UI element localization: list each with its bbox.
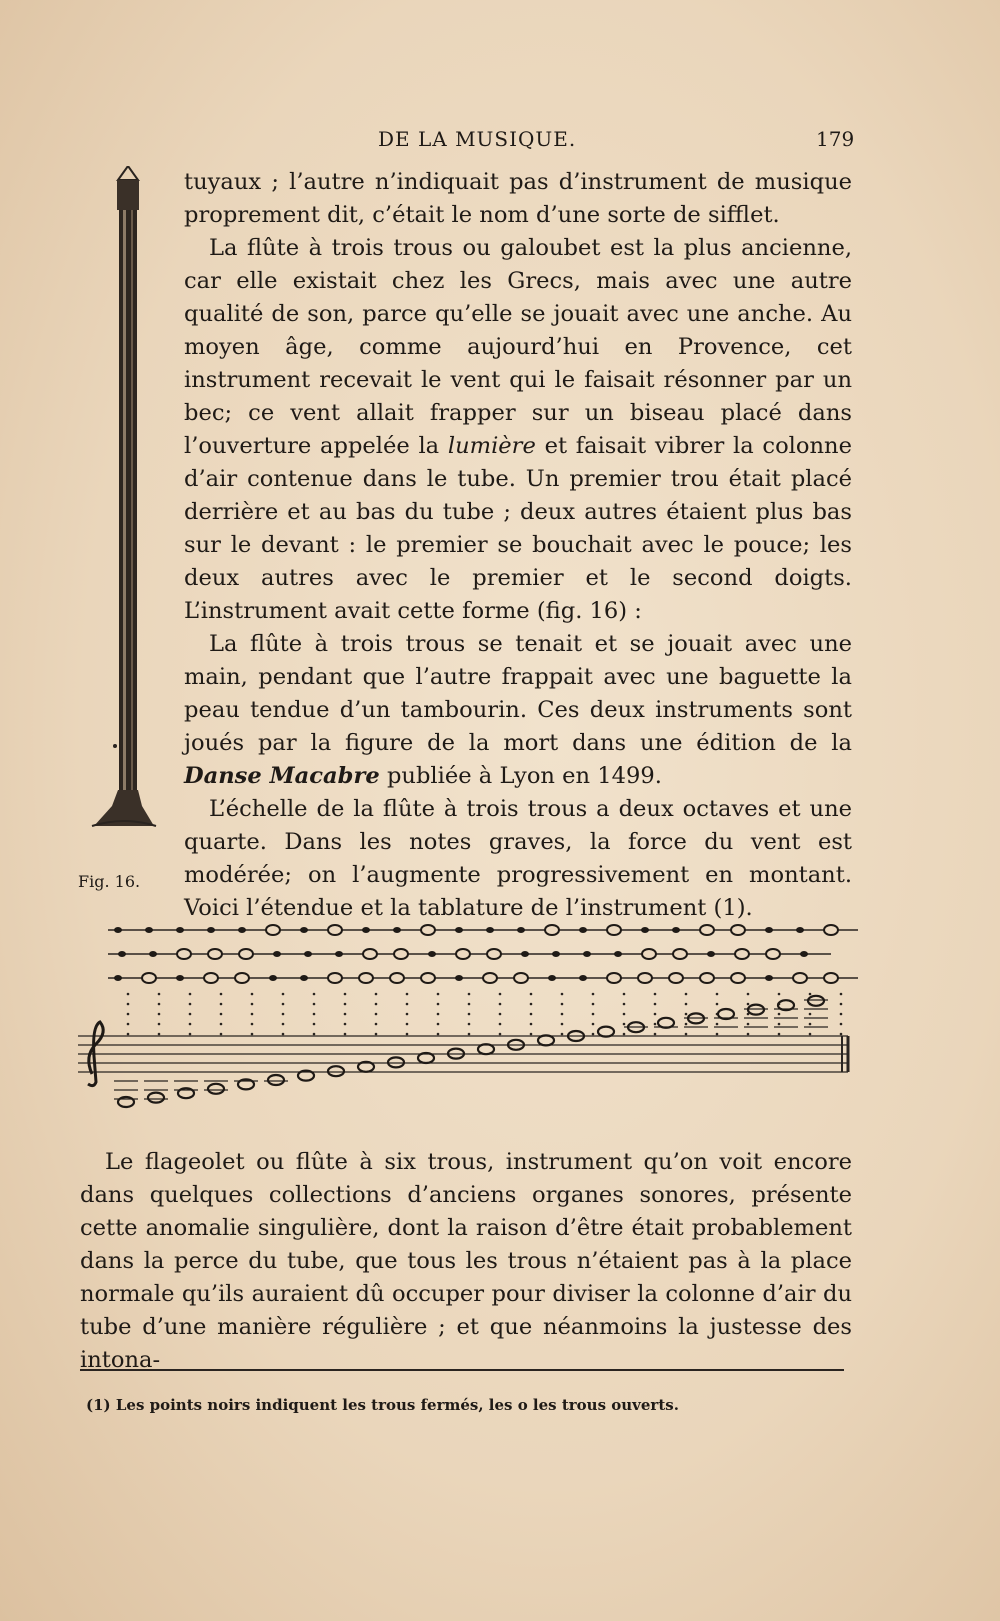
hole-open [514, 973, 528, 983]
page-number: 179 [816, 127, 855, 151]
hole-open [142, 973, 156, 983]
hole-open [700, 973, 714, 983]
hole-open [545, 925, 559, 935]
running-title: DE LA MUSIQUE. [378, 127, 577, 151]
hole-open [642, 949, 656, 959]
hole-closed [486, 927, 494, 933]
hole-open [266, 925, 280, 935]
hole-open [735, 949, 749, 959]
hole-open [363, 949, 377, 959]
hole-open [766, 949, 780, 959]
hole-open [456, 949, 470, 959]
whole-note [268, 1075, 284, 1085]
hole-closed [335, 951, 343, 957]
hole-open [394, 949, 408, 959]
text-column [184, 166, 852, 925]
whole-note [328, 1066, 344, 1076]
hole-open [204, 973, 218, 983]
hole-open [824, 925, 838, 935]
hole-open [421, 973, 435, 983]
italic-lumiere: lumière [447, 433, 536, 459]
hole-open [673, 949, 687, 959]
hole-closed [641, 927, 649, 933]
hole-closed [765, 975, 773, 981]
hole-closed [207, 927, 215, 933]
hole-closed [362, 927, 370, 933]
hole-closed [269, 975, 277, 981]
hole-closed [521, 951, 529, 957]
hole-open [487, 949, 501, 959]
paragraph-5: Le flageolet ou flûte à six trous, instrument qu’on voit encore dans quelques collections d’anciens organes sonores, présente cette anomalie singulière, dont la raison d’être était probablement dans la perce du tube, que tous les trous n’étaient pas à la place normale qu’ils auraient dû occuper pour diviser la colonne d’air du tube d’une manière régulière ; et que néanmoins la justesse des intona- [80, 1149, 852, 1373]
hole-closed [114, 975, 122, 981]
hole-open [607, 973, 621, 983]
hole-open [328, 973, 342, 983]
hole-open [359, 973, 373, 983]
hole-closed [455, 927, 463, 933]
whole-note [148, 1093, 164, 1103]
hole-closed [614, 951, 622, 957]
paragraph-2: La flûte à trois trous ou galoubet est la plus ancienne, car elle existait chez les Grecs, mais avec une autre qualité de son, parce qu’elle se jouait avec une anche. Au moyen âge, comme aujourd’hui en Provence, cet instrument recevait le vent qui le faisait résonner par un bec; ce vent allait frapper sur un biseau placé dans l’ouverture appelée la lumière et faisait vibrer la colonne d’air contenue dans le tube. Un premier trou était placé derrière et au bas du tube ; deux autres étaient plus bas sur le devant : le premier se bouchait avec le pouce; les deux autres avec le premier et le second doigts. L’instrument avait cette forme (fig. 16) : [184, 235, 852, 624]
hole-closed [517, 927, 525, 933]
hole-open [390, 973, 404, 983]
hole-open [638, 973, 652, 983]
text-full-width [80, 1146, 852, 1377]
hole-open [483, 973, 497, 983]
hole-open [793, 973, 807, 983]
hole-closed [579, 927, 587, 933]
hole-closed [765, 927, 773, 933]
hole-open [208, 949, 222, 959]
hole-closed [300, 927, 308, 933]
hole-closed [800, 951, 808, 957]
whole-note [208, 1084, 224, 1094]
hole-closed [114, 927, 122, 933]
hole-closed [176, 927, 184, 933]
hole-open [700, 925, 714, 935]
hole-open [328, 925, 342, 935]
figure-label: Fig. 16. [78, 872, 141, 891]
hole-closed [579, 975, 587, 981]
flute-illustration [84, 166, 164, 866]
flute-tablature [78, 906, 858, 1126]
hole-closed [548, 975, 556, 981]
whole-note [808, 996, 824, 1006]
hole-closed [149, 951, 157, 957]
footnote: (1) Les points noirs indiquent les trous fermés, les o les trous ouverts. [86, 1396, 679, 1414]
hole-closed [707, 951, 715, 957]
hole-open [731, 925, 745, 935]
hole-open [824, 973, 838, 983]
hole-closed [145, 927, 153, 933]
hole-open [177, 949, 191, 959]
hole-closed [552, 951, 560, 957]
hole-closed [273, 951, 281, 957]
running-header [0, 127, 1000, 157]
hole-closed [583, 951, 591, 957]
paragraph-1: tuyaux ; l’autre n’indiquait pas d’instrument de musique proprement dit, c’était le nom d’une sorte de sifflet. [184, 169, 852, 228]
hole-closed [176, 975, 184, 981]
hole-open [421, 925, 435, 935]
whole-note [478, 1044, 494, 1054]
whole-note [598, 1027, 614, 1037]
hole-open [669, 973, 683, 983]
footnote-rule [80, 1369, 844, 1371]
whole-note [538, 1035, 554, 1045]
hole-open [239, 949, 253, 959]
hole-closed [455, 975, 463, 981]
hole-closed [304, 951, 312, 957]
hole-closed [238, 927, 246, 933]
hole-open [235, 973, 249, 983]
hole-open [731, 973, 745, 983]
hole-closed [118, 951, 126, 957]
paragraph-4: L’échelle de la flûte à trois trous a deux octaves et une quarte. Dans les notes graves, la force du vent est modérée; on l’augmente progressivement en montant. Voici l’étendue et la tablature de l’instrument (1). [184, 796, 852, 921]
hole-closed [300, 975, 308, 981]
italic-danse-macabre: Danse Macabre [184, 763, 380, 789]
paragraph-3: La flûte à trois trous se tenait et se jouait avec une main, pendant que l’autre frappait avec une baguette la peau tendue d’un tambourin. Ces deux instruments sont joués par la figure de la mort dans une édition de la Danse Macabre publiée à Lyon en 1499. [184, 631, 852, 789]
hole-closed [796, 927, 804, 933]
hole-closed [672, 927, 680, 933]
whole-note [658, 1018, 674, 1028]
hole-open [607, 925, 621, 935]
hole-closed [393, 927, 401, 933]
hole-closed [428, 951, 436, 957]
